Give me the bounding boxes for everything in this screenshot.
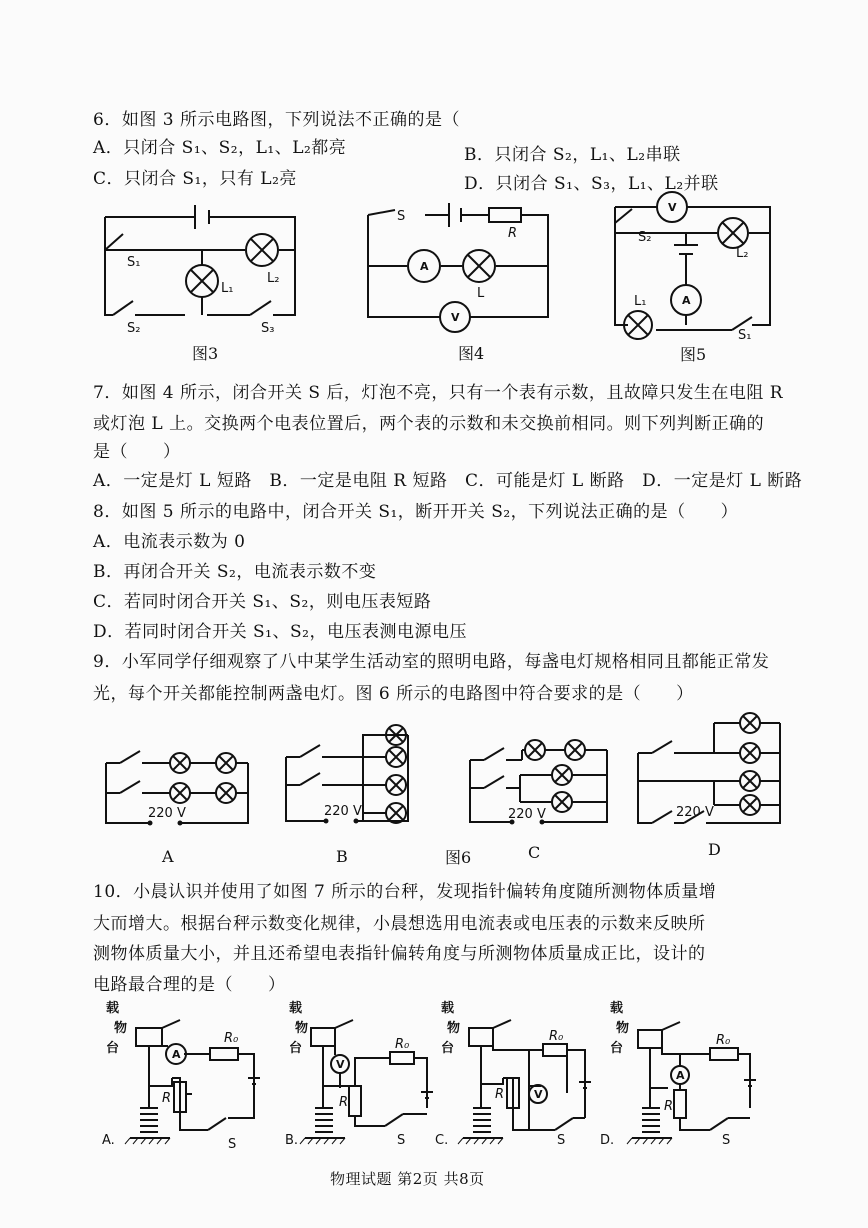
label-s3: S₃ xyxy=(261,321,275,336)
q7-line-3: 是（ ） xyxy=(93,442,181,462)
label-r0: R₀ xyxy=(224,1031,239,1046)
voltage-label: 220 V xyxy=(676,805,714,820)
label-s: S xyxy=(228,1137,237,1152)
voltmeter-v: V xyxy=(668,201,677,214)
platform-label: 载物台 xyxy=(441,1001,461,1056)
figure-6-option-a xyxy=(100,740,260,840)
q9-line-2: 光，每个开关都能控制两盏电灯。图 6 所示的电路图中符合要求的是（ ） xyxy=(93,684,694,704)
q10-line-2: 大而增大。根据台秤示数变化规律，小晨想选用电流表或电压表的示数来反映所 xyxy=(93,914,706,934)
label-l1: L₁ xyxy=(634,294,647,309)
q10-line-4: 电路最合理的是（ ） xyxy=(93,975,286,995)
q8-option-a: A．电流表示数为 0 xyxy=(93,532,246,552)
q8-stem: 8．如图 5 所示的电路中，闭合开关 S₁，断开开关 S₂，下列说法正确的是（ ） xyxy=(93,502,739,522)
voltmeter-v: V xyxy=(336,1058,345,1071)
figure-6-option-d-label: D xyxy=(708,840,721,859)
label-s: S xyxy=(722,1133,731,1148)
figure-7-option-a-label: A. xyxy=(102,1133,115,1148)
q8-option-d: D．若同时闭合开关 S₁、S₂，电压表测电源电压 xyxy=(93,622,467,642)
figure-7-option-b xyxy=(285,998,445,1158)
figure-4-caption: 图4 xyxy=(458,344,485,363)
voltmeter-v: V xyxy=(451,311,460,324)
q10-line-1: 10．小晨认识并使用了如图 7 所示的台秤，发现指针偏转角度随所测物体质量增 xyxy=(93,882,717,902)
q7-line-2: 或灯泡 L 上。交换两个电表位置后，两个表的示数和未交换前相同。则下列判断正确的 xyxy=(93,414,765,434)
label-l2: L₂ xyxy=(736,246,749,261)
label-l1: L₁ xyxy=(221,281,234,296)
q10-line-3: 测物体质量大小，并且还希望电表指针偏转角度与所测物体质量成正比，设计的 xyxy=(93,944,706,964)
figure-6-option-b xyxy=(278,705,438,835)
platform-label: 载物台 xyxy=(106,1001,128,1056)
figure-7-option-b-label: B. xyxy=(285,1133,299,1148)
q6-stem: 6．如图 3 所示电路图，下列说法不正确的是（ xyxy=(93,110,460,130)
label-s: S xyxy=(557,1133,566,1148)
figure-3-caption: 图3 xyxy=(192,344,219,363)
q9-line-1: 9．小军同学仔细观察了八中某学生活动室的照明电路，每盏电灯规格相同且都能正常发 xyxy=(93,652,770,672)
platform-label: 载物台 xyxy=(289,1001,309,1056)
label-r0: R₀ xyxy=(549,1029,564,1044)
q8-option-b: B．再闭合开关 S₂，电流表示数不变 xyxy=(93,562,377,582)
figure-7-option-c-label: C. xyxy=(435,1133,449,1148)
q6-option-d: D．只闭合 S₁、S₃，L₁、L₂并联 xyxy=(464,174,719,194)
page-footer: 物理试题 第2页 共8页 xyxy=(330,1170,485,1188)
figure-6-option-a-label: A xyxy=(162,847,174,866)
label-r: R xyxy=(508,226,518,241)
label-r: R xyxy=(339,1095,349,1110)
label-l2: L₂ xyxy=(267,271,280,286)
figure-4-circuit xyxy=(365,195,560,345)
figure-7-option-c xyxy=(435,998,610,1158)
figure-6-option-c xyxy=(462,730,622,830)
label-r0: R₀ xyxy=(395,1037,410,1052)
label-r: R xyxy=(162,1091,172,1106)
figure-6-option-c-label: C xyxy=(528,843,541,862)
figure-6-option-b-label: B xyxy=(336,847,348,866)
voltage-label: 220 V xyxy=(324,804,362,819)
label-s2: S₂ xyxy=(127,321,141,336)
q6-option-a: A．只闭合 S₁、S₂，L₁、L₂都亮 xyxy=(93,138,347,158)
figure-6-option-d xyxy=(632,705,792,835)
ammeter-a: A xyxy=(420,260,429,273)
figure-7-option-d-label: D. xyxy=(600,1133,615,1148)
figure-7-option-a xyxy=(100,998,275,1158)
label-s2: S₂ xyxy=(638,230,652,245)
figure-3-circuit xyxy=(95,200,310,340)
q6-option-b: B．只闭合 S₂，L₁、L₂串联 xyxy=(464,145,681,165)
ammeter-a: A xyxy=(682,294,691,307)
voltage-label: 220 V xyxy=(148,806,186,821)
label-r: R xyxy=(664,1099,674,1114)
figure-7-option-d xyxy=(600,998,770,1158)
ammeter-a: A xyxy=(172,1048,181,1061)
q8-option-c: C．若同时闭合开关 S₁、S₂，则电压表短路 xyxy=(93,592,432,612)
platform-label: 载物台 xyxy=(610,1001,630,1056)
label-s: S xyxy=(397,209,406,224)
label-r0: R₀ xyxy=(716,1033,731,1048)
label-s: S xyxy=(397,1133,406,1148)
voltmeter-v: V xyxy=(534,1088,543,1101)
label-l: L xyxy=(477,286,485,301)
label-s1: S₁ xyxy=(738,328,752,343)
figure-5-caption: 图5 xyxy=(680,345,707,364)
q7-line-1: 7．如图 4 所示，闭合开关 S 后，灯泡不亮，只有一个表有示数，且故障只发生在电阻 R xyxy=(93,383,784,403)
q6-option-c: C．只闭合 S₁，只有 L₂亮 xyxy=(93,169,297,189)
q7-options: A．一定是灯 L 短路 B．一定是电阻 R 短路 C．可能是灯 L 断路 D．一定是灯 L 断路 xyxy=(93,471,803,491)
figure-6-caption: 图6 xyxy=(445,848,472,867)
label-s1: S₁ xyxy=(127,255,141,270)
figure-5-circuit xyxy=(612,193,787,343)
ammeter-a: A xyxy=(676,1069,685,1082)
voltage-label: 220 V xyxy=(508,807,546,822)
label-r: R xyxy=(495,1087,505,1102)
